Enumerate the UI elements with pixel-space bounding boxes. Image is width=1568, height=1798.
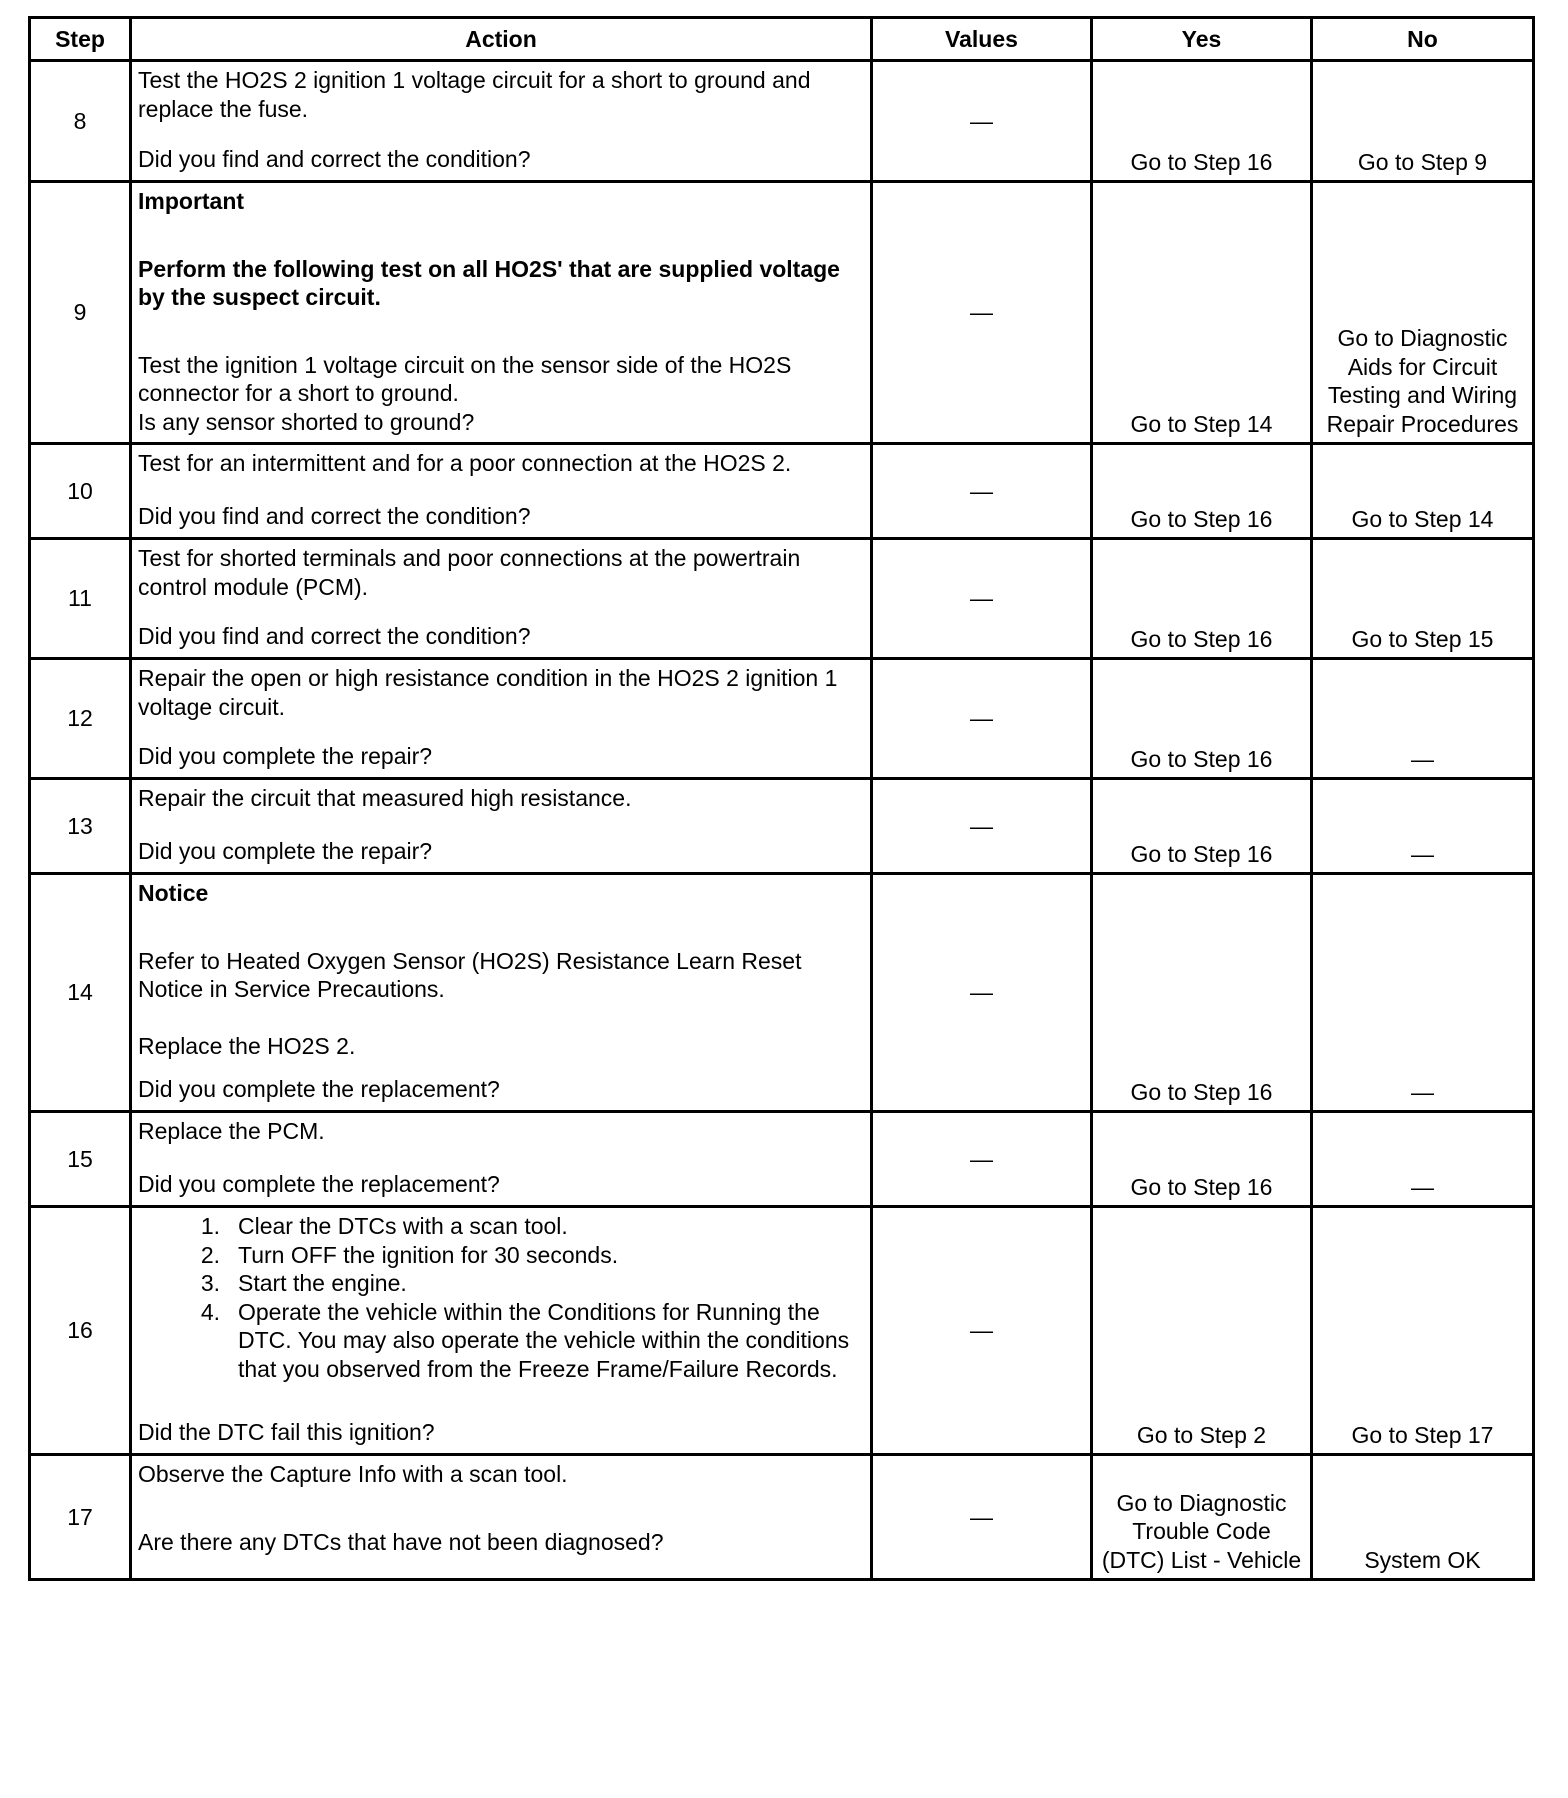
table-row bbox=[30, 182, 1534, 444]
header-row bbox=[30, 18, 1534, 61]
step-number: 9 bbox=[30, 182, 131, 444]
no-cell: — bbox=[1312, 779, 1534, 874]
action-text: Test for an intermittent and for a poor connection at the HO2S 2. bbox=[138, 450, 792, 476]
question-text: Did you complete the repair? bbox=[138, 742, 433, 769]
action-cell bbox=[131, 779, 872, 874]
procedure-list bbox=[138, 1212, 862, 1383]
values-cell: — bbox=[872, 539, 1092, 659]
action-text: Test the HO2S 2 ignition 1 voltage circuit for a short to ground and replace the fuse. bbox=[138, 67, 811, 122]
important-label: Important bbox=[138, 188, 245, 214]
table-row bbox=[30, 659, 1534, 779]
yes-cell: Go to Diagnostic Trouble Code (DTC) List - Vehicle bbox=[1092, 1455, 1312, 1580]
table-row bbox=[30, 1455, 1534, 1580]
step-number: 14 bbox=[30, 874, 131, 1112]
step-number: 8 bbox=[30, 61, 131, 182]
step-number: 17 bbox=[30, 1455, 131, 1580]
table-row bbox=[30, 874, 1534, 1112]
action-text: Repair the circuit that measured high resistance. bbox=[138, 785, 632, 811]
values-cell: — bbox=[872, 659, 1092, 779]
header-no: No bbox=[1312, 18, 1534, 61]
yes-cell: Go to Step 16 bbox=[1092, 779, 1312, 874]
no-cell: Go to Step 17 bbox=[1312, 1207, 1534, 1455]
yes-cell: Go to Step 16 bbox=[1092, 444, 1312, 539]
action-cell bbox=[131, 1207, 872, 1455]
question-text: Is any sensor shorted to ground? bbox=[138, 408, 475, 435]
no-cell: — bbox=[1312, 874, 1534, 1112]
no-cell: — bbox=[1312, 1112, 1534, 1207]
yes-cell: Go to Step 16 bbox=[1092, 61, 1312, 182]
no-cell: Go to Step 14 bbox=[1312, 444, 1534, 539]
values-cell: — bbox=[872, 61, 1092, 182]
action-text: Observe the Capture Info with a scan tool. bbox=[138, 1461, 568, 1487]
action-cell bbox=[131, 874, 872, 1112]
important-text: Perform the following test on all HO2S' that are supplied voltage by the suspect circuit. bbox=[138, 255, 840, 310]
header-yes: Yes bbox=[1092, 18, 1312, 61]
action-cell bbox=[131, 182, 872, 444]
question-text: Did you find and correct the condition? bbox=[138, 622, 531, 649]
table-row bbox=[30, 539, 1534, 659]
action-text: Repair the open or high resistance condition in the HO2S 2 ignition 1 voltage circuit. bbox=[138, 665, 838, 720]
question-text: Are there any DTCs that have not been diagnosed? bbox=[138, 1528, 664, 1555]
yes-cell: Go to Step 16 bbox=[1092, 1112, 1312, 1207]
step-number: 10 bbox=[30, 444, 131, 539]
no-cell: Go to Diagnostic Aids for Circuit Testing and Wiring Repair Procedures bbox=[1312, 182, 1534, 444]
values-cell: — bbox=[872, 1455, 1092, 1580]
list-item: 4. Operate the vehicle within the Conditions for Running the DTC. You may also operate the vehicle within the conditions that you observed from the Freeze Frame/Failure Records. bbox=[200, 1298, 850, 1382]
no-cell: Go to Step 15 bbox=[1312, 539, 1534, 659]
no-cell: — bbox=[1312, 659, 1534, 779]
diagnostic-table bbox=[28, 16, 1535, 1581]
values-cell: — bbox=[872, 874, 1092, 1112]
question-text: Did you find and correct the condition? bbox=[138, 145, 531, 172]
header-step: Step bbox=[30, 18, 131, 61]
table-row bbox=[30, 779, 1534, 874]
values-cell: — bbox=[872, 1207, 1092, 1455]
question-text: Did you complete the replacement? bbox=[138, 1075, 500, 1102]
action-text: Refer to Heated Oxygen Sensor (HO2S) Resistance Learn Reset Notice in Service Precautions. bbox=[138, 947, 802, 1002]
yes-cell: Go to Step 14 bbox=[1092, 182, 1312, 444]
action-cell bbox=[131, 1455, 872, 1580]
no-cell: System OK bbox=[1312, 1455, 1534, 1580]
yes-cell: Go to Step 16 bbox=[1092, 874, 1312, 1112]
action-cell bbox=[131, 444, 872, 539]
yes-cell: Go to Step 16 bbox=[1092, 539, 1312, 659]
step-number: 13 bbox=[30, 779, 131, 874]
table-row bbox=[30, 1207, 1534, 1455]
action-text: Replace the HO2S 2. bbox=[138, 1032, 356, 1059]
action-cell bbox=[131, 1112, 872, 1207]
action-text: Test the ignition 1 voltage circuit on the sensor side of the HO2S connector for a short to ground. bbox=[138, 351, 792, 406]
values-cell: — bbox=[872, 444, 1092, 539]
question-text: Did you complete the replacement? bbox=[138, 1170, 500, 1197]
yes-cell: Go to Step 2 bbox=[1092, 1207, 1312, 1455]
list-item: 1. Clear the DTCs with a scan tool. bbox=[200, 1213, 568, 1239]
list-item: 3. Start the engine. bbox=[200, 1270, 407, 1296]
table-row bbox=[30, 61, 1534, 182]
question-text: Did you find and correct the condition? bbox=[138, 502, 531, 529]
yes-cell: Go to Step 16 bbox=[1092, 659, 1312, 779]
question-text: Did the DTC fail this ignition? bbox=[138, 1418, 435, 1445]
action-cell bbox=[131, 659, 872, 779]
header-action: Action bbox=[131, 18, 872, 61]
list-item: 2. Turn OFF the ignition for 30 seconds. bbox=[200, 1241, 619, 1268]
action-text: Test for shorted terminals and poor connections at the powertrain control module (PCM). bbox=[138, 545, 801, 600]
action-cell bbox=[131, 539, 872, 659]
step-number: 11 bbox=[30, 539, 131, 659]
notice-label: Notice bbox=[138, 880, 209, 906]
action-text: Replace the PCM. bbox=[138, 1118, 325, 1144]
step-number: 15 bbox=[30, 1112, 131, 1207]
table-row bbox=[30, 1112, 1534, 1207]
no-cell: Go to Step 9 bbox=[1312, 61, 1534, 182]
question-text: Did you complete the repair? bbox=[138, 837, 433, 864]
step-number: 16 bbox=[30, 1207, 131, 1455]
action-cell bbox=[131, 61, 872, 182]
table-row bbox=[30, 444, 1534, 539]
step-number: 12 bbox=[30, 659, 131, 779]
values-cell: — bbox=[872, 182, 1092, 444]
header-values: Values bbox=[872, 18, 1092, 61]
values-cell: — bbox=[872, 1112, 1092, 1207]
values-cell: — bbox=[872, 779, 1092, 874]
